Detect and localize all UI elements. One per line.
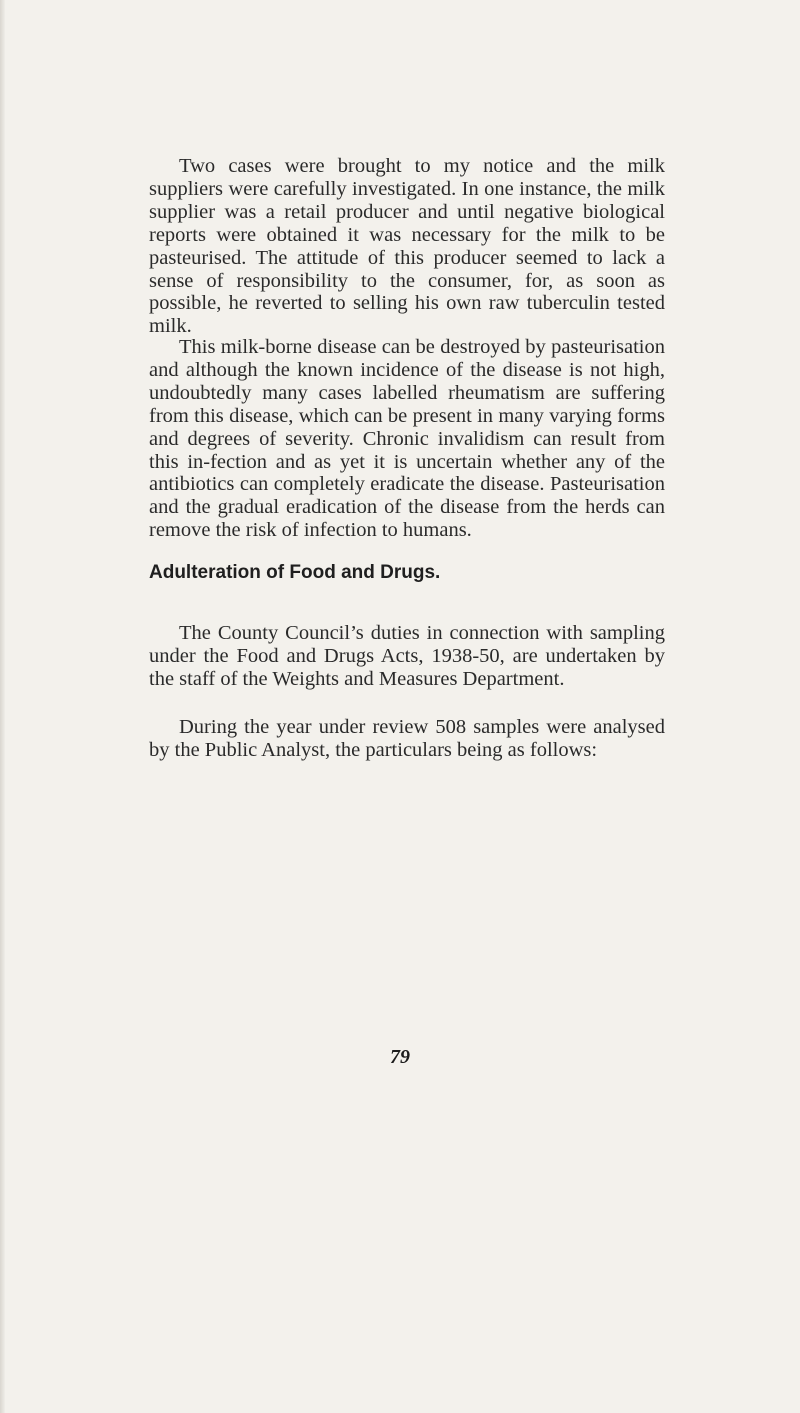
section-heading: Adulteration of Food and Drugs. [149, 562, 441, 583]
paragraph-milk-borne-disease: This milk-borne disease can be destroyed by pasteurisation and although the known incidence of the disease is not high, undoubtedly many cases labelled rheumatism are suffering from this disease, which can be present in many varying forms and degrees of severity. Chronic invalidism can result from this in-fection and as yet it is uncertain whether any of the antibiotics can completely eradicate the disease. Pasteurisation and the gradual eradication of the disease from the herds can remove the risk of infection to humans. [149, 336, 665, 542]
paragraph-samples-analysed: During the year under review 508 samples were analysed by the Public Analyst, the particulars being as follows: [149, 716, 665, 761]
page-edge-shadow [0, 0, 5, 1413]
page-number: 79 [390, 1046, 410, 1068]
paragraph-milk-suppliers: Two cases were brought to my notice and the milk suppliers were carefully investigated. In one instance, the milk supplier was a retail producer and until negative biological reports were obtained it was necessary for the milk to be pasteurised. The attitude of this producer seemed to lack a sense of responsibility to the consumer, for, as soon as possible, he reverted to selling his own raw tuberculin tested milk. [149, 155, 665, 338]
paragraph-county-council-duties: The County Council’s duties in connection with sampling under the Food and Drugs Acts, 1938-50, are undertaken by the staff of the Weights and Measures Department. [149, 622, 665, 690]
